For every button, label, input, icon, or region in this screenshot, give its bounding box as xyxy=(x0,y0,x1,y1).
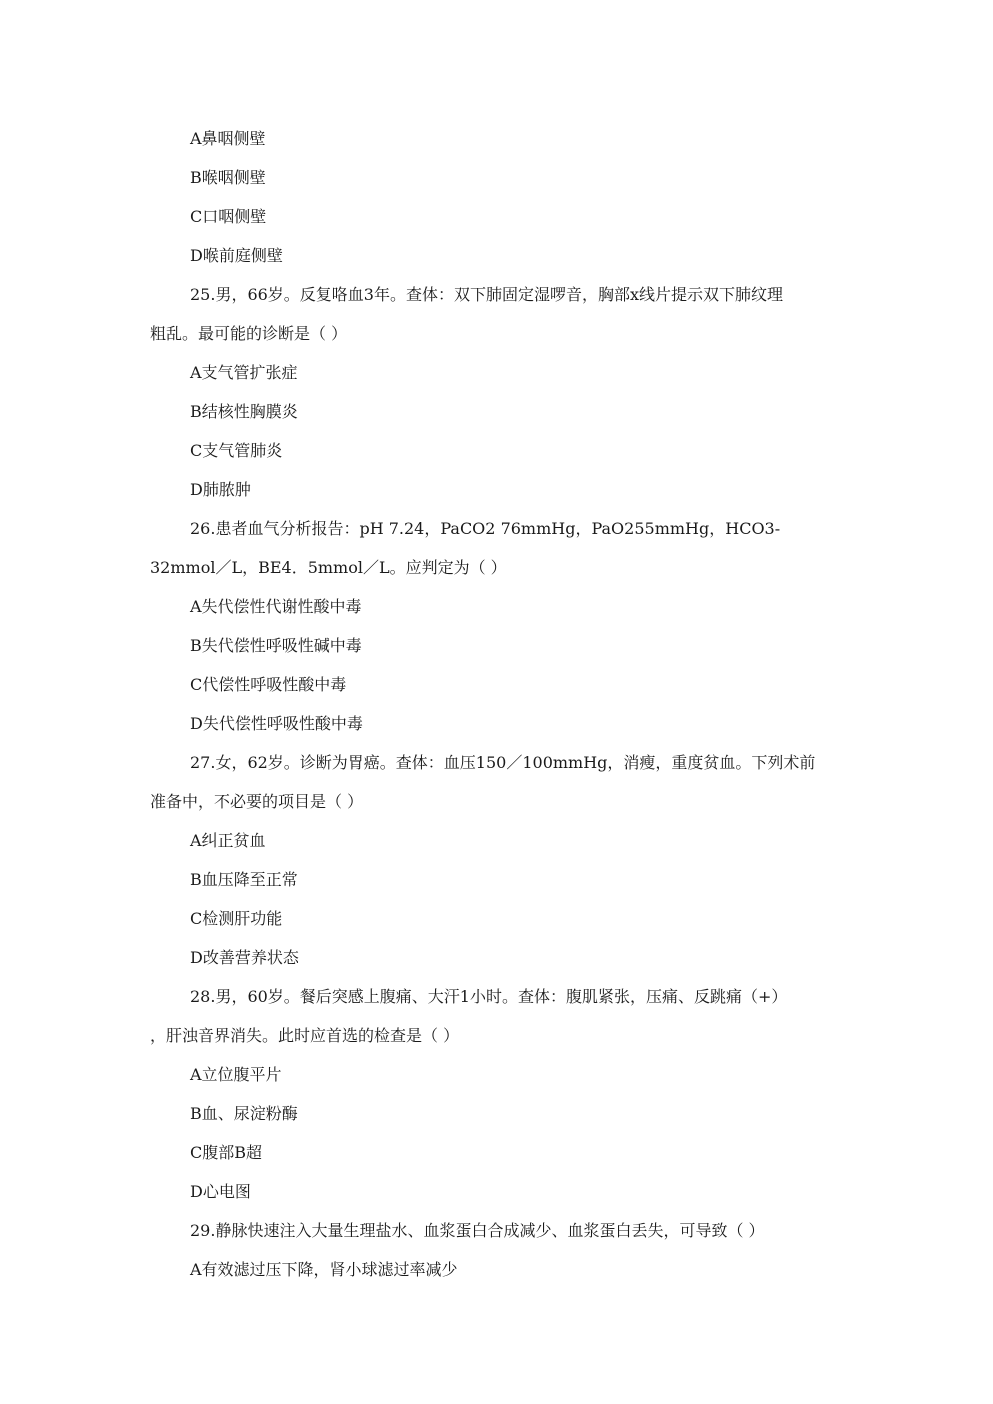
option-line: C检测肝功能 xyxy=(190,909,283,928)
option-line: A纠正贫血 xyxy=(190,831,266,850)
option-line: A立位腹平片 xyxy=(190,1065,282,1084)
option-line: A鼻咽侧壁 xyxy=(190,129,266,148)
option-line: C代偿性呼吸性酸中毒 xyxy=(190,675,347,694)
option-line: C口咽侧壁 xyxy=(190,207,267,226)
question-continuation-line: 准备中，不必要的项目是（ ） xyxy=(150,792,364,811)
option-line: B血压降至正常 xyxy=(190,870,298,889)
question-line: 28.男，60岁。餐后突感上腹痛、大汗1小时。查体：腹肌紧张，压痛、反跳痛（+） xyxy=(190,987,788,1006)
option-line: D改善营养状态 xyxy=(190,948,299,967)
option-line: D肺脓肿 xyxy=(190,480,251,499)
option-line: A有效滤过压下降，肾小球滤过率减少 xyxy=(190,1260,458,1279)
option-line: B失代偿性呼吸性碱中毒 xyxy=(190,636,362,655)
option-line: D心电图 xyxy=(190,1182,251,1201)
option-line: B血、尿淀粉酶 xyxy=(190,1104,298,1123)
question-line: 27.女，62岁。诊断为胃癌。查体：血压150／100mmHg，消瘦，重度贫血。下列术前 xyxy=(190,753,816,772)
question-line: 29.静脉快速注入大量生理盐水、血浆蛋白合成减少、血浆蛋白丢失，可导致（ ） xyxy=(190,1221,765,1240)
option-line: B喉咽侧壁 xyxy=(190,168,266,187)
option-line: C腹部B超 xyxy=(190,1143,263,1162)
question-continuation-line: ，肝浊音界消失。此时应首选的检查是（ ） xyxy=(150,1026,460,1045)
option-line: D失代偿性呼吸性酸中毒 xyxy=(190,714,363,733)
option-line: A失代偿性代谢性酸中毒 xyxy=(190,597,362,616)
question-line: 26.患者血气分析报告：pH 7.24，PaCO2 76mmHg，PaO255mmHg，HCO3- xyxy=(190,519,781,538)
question-continuation-line: 32mmol／L，BE4．5mmol／L。应判定为（ ） xyxy=(150,558,507,577)
option-line: A支气管扩张症 xyxy=(190,363,298,382)
option-line: B结核性胸膜炎 xyxy=(190,402,298,421)
question-continuation-line: 粗乱。最可能的诊断是（ ） xyxy=(150,324,348,343)
option-line: C支气管肺炎 xyxy=(190,441,283,460)
option-line: D喉前庭侧壁 xyxy=(190,246,283,265)
question-line: 25.男，66岁。反复咯血3年。查体：双下肺固定湿啰音，胸部x线片提示双下肺纹理 xyxy=(190,285,784,304)
